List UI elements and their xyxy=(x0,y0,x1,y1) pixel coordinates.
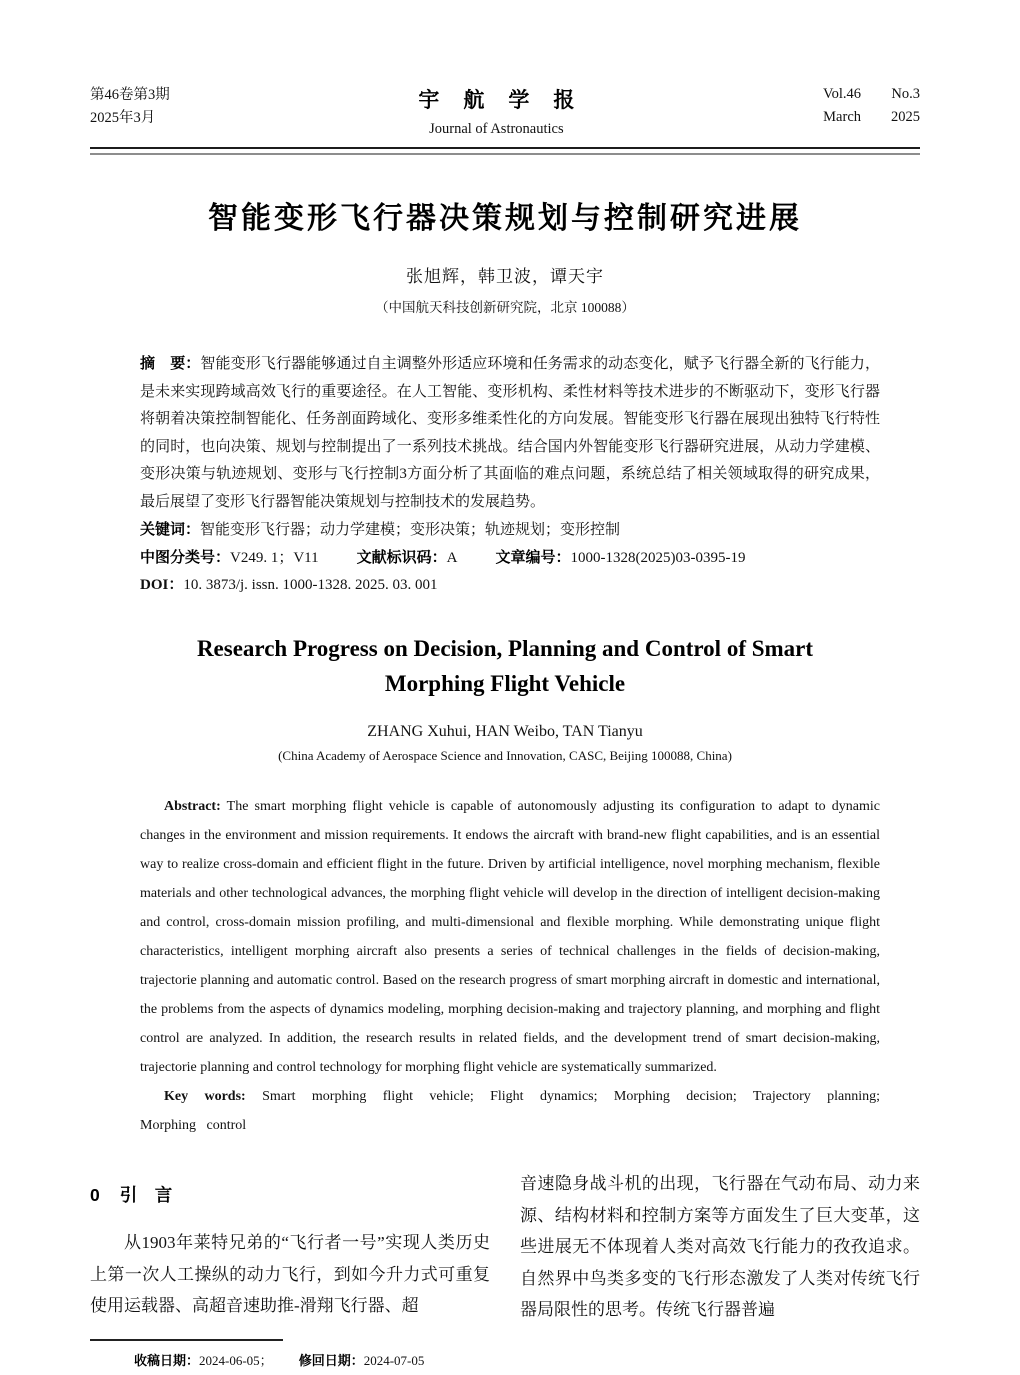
abstract-cn-text: 智能变形飞行器能够通过自主调整外形适应环境和任务需求的动态变化，赋予飞行器全新的飞行能力，是未来实现跨域高效飞行的重要途径。在人工智能、变形机构、柔性材料等技术进步的不断驱动下，变形飞行器将朝着决策控制智能化、任务剖面跨域化、变形多维柔性化的方向发展。智能变形飞行器在展现出独特飞行特性的同时，也向决策、规划与控制提出了一系列技术挑战。结合国内外智能变形飞行器研究进展，从动力学建模、变形决策与轨迹规划、变形与飞行控制3方面分析了其面临的难点问题，系统总结了相关领域取得的研究成果，最后展望了变形飞行器智能决策规划与控制技术的发展趋势。 xyxy=(140,356,880,510)
header-issue-cn xyxy=(90,84,170,130)
article-no-value: 1000-1328(2025)03-0395-19 xyxy=(570,550,746,566)
body-paragraph-right: 音速隐身战斗机的出现，飞行器在气动布局、动力来源、结构材料和控制方案等方面发生了巨大变革，这些进展无不体现着人类对高效飞行能力的孜孜追求。自然界中鸟类多变的飞行形态激发了人类对传统飞行器局限性的思考。传统飞行器普遍 xyxy=(520,1174,920,1319)
footnote-dates xyxy=(90,1350,920,1369)
abstract-en-label: Abstract: xyxy=(164,799,221,814)
section-title: 引 言 xyxy=(119,1185,173,1205)
abstract-cn-label: 摘 要： xyxy=(140,355,201,372)
header-issue-en xyxy=(823,84,920,127)
journal-name-en: Journal of Astronautics xyxy=(429,121,564,137)
section-number: 0 xyxy=(90,1185,100,1205)
body-paragraph-left: 从1903年莱特兄弟的“飞行者一号”实现人类历史上第一次人工操纵的动力飞行，到如今升力式可重复使用运载器、高超音速助推-滑翔飞行器、超 xyxy=(90,1233,490,1315)
revised-date-value: 2024-07-05 xyxy=(363,1352,425,1368)
header-vol: Vol.46 xyxy=(822,86,861,102)
keywords-en-line xyxy=(140,1082,880,1140)
authors-cn: 张旭辉，韩卫波，谭天宇 xyxy=(406,267,604,286)
body-columns xyxy=(90,1168,920,1326)
header-no: No.3 xyxy=(891,86,920,102)
doi-value: 10. 3873/j. issn. 1000-1328. 2025. 03. 001 xyxy=(183,577,438,593)
received-date-label: 收稿日期： xyxy=(134,1352,200,1368)
header-issue-date-cn: 2025年3月 xyxy=(90,110,156,126)
abstract-en-block xyxy=(140,792,880,1140)
keywords-en-label: Key words: xyxy=(164,1089,246,1104)
header-double-rule xyxy=(90,147,920,155)
body-column-left xyxy=(90,1168,490,1326)
clc-label: 中图分类号： xyxy=(140,549,231,566)
article-title-en xyxy=(90,631,920,701)
doc-code-value: A xyxy=(446,550,458,566)
journal-name-cn: 宇航学报 xyxy=(418,89,599,112)
doc-code-label: 文献标识码： xyxy=(356,549,447,566)
keywords-cn-line xyxy=(140,516,880,544)
revised-date-label: 修回日期： xyxy=(298,1352,364,1368)
affiliation-cn: （中国航天科技创新研究院，北京 100088） xyxy=(375,300,635,315)
article-no-label: 文章编号： xyxy=(495,549,571,566)
clc-value: V249. 1；V11 xyxy=(230,550,319,566)
doi-line xyxy=(140,572,880,599)
journal-header xyxy=(90,84,920,138)
header-issue-volume-cn: 第46卷第3期 xyxy=(90,87,170,103)
classification-line xyxy=(140,544,880,572)
abstract-cn xyxy=(140,350,880,516)
abstract-en xyxy=(140,792,880,1082)
abstract-cn-block xyxy=(140,350,880,599)
keywords-en-text: Smart morphing flight vehicle; Flight dynamics; Morphing decision; Trajectory planning; Morphing control xyxy=(140,1089,880,1133)
received-date-value: 2024-06-05； xyxy=(199,1352,273,1368)
abstract-en-text: The smart morphing flight vehicle is capable of autonomously adjusting its configuration to adapt to dynamic changes in the environment and mission requirements. It endows the aircraft with brand-new flight capabilities, and is an essential way to realize cross-domain and efficient flight in the future. Driven by artificial intelligence, novel morphing mechanism, flexible materials and other technological advances, the morphing flight vehicle will develop in the direction of intelligent decision-making and control, cross-domain mission profiling, and multi-dimensional and flexible morphing. While demonstrating unique flight characteristics, intelligent morphing aircraft also presents a series of technical challenges in the fields of decision-making, trajectorie planning and automatic control. Based on the research progress of smart morphing aircraft in domestic and international, the problems from the aspects of dynamics modeling, morphing decision-making and trajectory planning, and morphing and flight control are analyzed. In addition, the research results in related fields, and the development trend of smart decision-making, trajectorie planning and control technology for morphing flight vehicle are systematically summarized. xyxy=(140,799,880,1075)
doi-label: DOI： xyxy=(140,577,184,593)
keywords-cn-text: 智能变形飞行器；动力学建模；变形决策；轨迹规划；变形控制 xyxy=(200,522,621,538)
footnote-block xyxy=(90,1339,920,1369)
article-title-en-line2: Morphing Flight Vehicle xyxy=(384,671,626,696)
keywords-cn-label: 关键词： xyxy=(140,521,201,538)
header-year: 2025 xyxy=(891,109,920,125)
section-heading-introduction xyxy=(90,1182,490,1207)
article-title-en-line1: Research Progress on Decision, Planning and Control of Smart xyxy=(196,636,814,661)
authors-en: ZHANG Xuhui, HAN Weibo, TAN Tianyu xyxy=(367,723,643,740)
footnote-rule xyxy=(90,1339,283,1341)
article-title-cn: 智能变形飞行器决策规划与控制研究进展 xyxy=(208,202,802,235)
body-column-right xyxy=(520,1168,920,1326)
header-journal-name xyxy=(170,84,823,138)
header-month: March xyxy=(823,109,861,125)
affiliation-en: (China Academy of Aerospace Science and Innovation, CASC, Beijing 100088, China) xyxy=(278,748,732,763)
